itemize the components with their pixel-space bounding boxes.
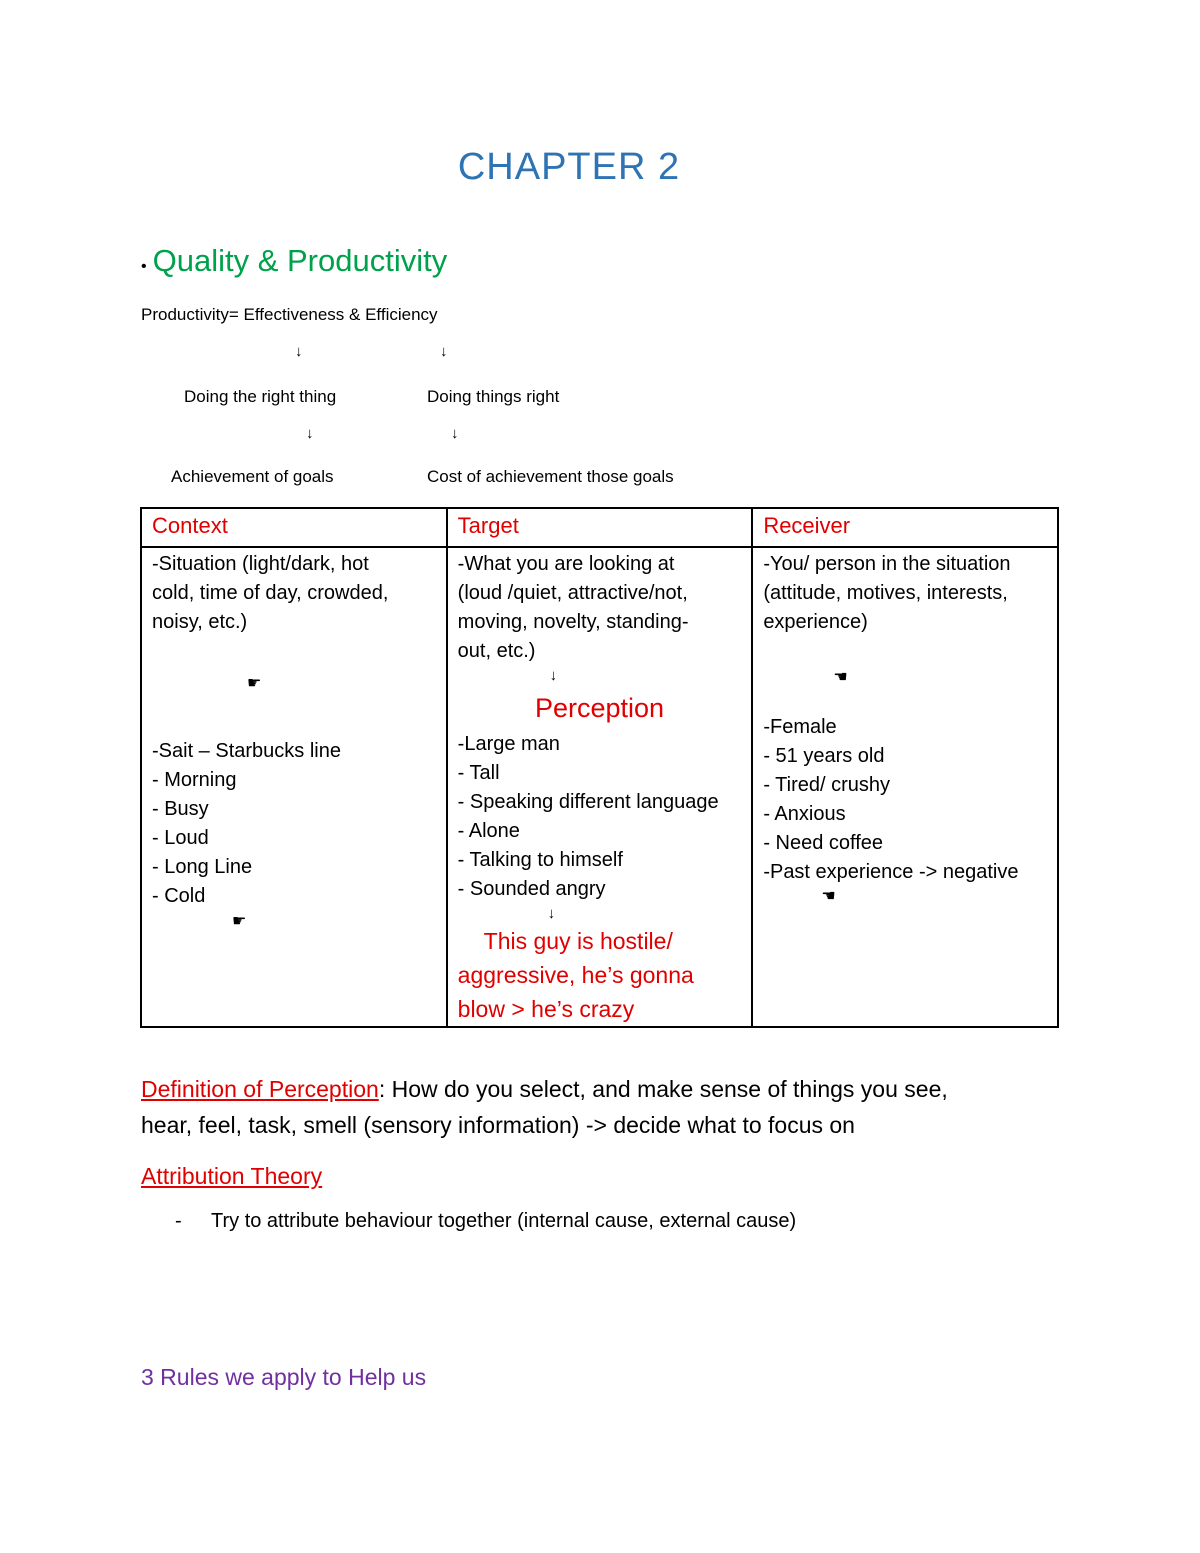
down-arrow-icon: ↓ xyxy=(295,343,303,360)
list-item: - Tall xyxy=(457,762,500,784)
chapter-title: CHAPTER 2 xyxy=(457,146,681,188)
hand-pointer-icon: ☛ xyxy=(247,675,262,692)
list-item: - Need coffee xyxy=(763,832,884,854)
receiver-cell xyxy=(752,547,1058,1027)
productivity-formula: Productivity= Effectiveness & Efficiency xyxy=(141,305,438,324)
definition-text: hear, feel, task, smell (sensory information) -> decide what to focus on xyxy=(141,1112,855,1138)
down-arrow-icon: ↓ xyxy=(549,667,558,684)
header-context: Context xyxy=(141,508,447,547)
dash-bullet: - xyxy=(175,1210,182,1232)
list-item: -Past experience -> negative xyxy=(763,861,1019,883)
target-intro-line: -What you are looking at xyxy=(457,553,675,575)
receiver-intro-line: (attitude, motives, interests, xyxy=(763,582,1008,604)
conclusion-line: aggressive, he’s gonna xyxy=(457,962,694,988)
definition-colon: : xyxy=(378,1076,386,1102)
perception-label: Perception xyxy=(534,693,665,723)
table-body-row xyxy=(141,547,1058,1027)
list-item: -Female xyxy=(763,716,837,738)
list-item: -Large man xyxy=(457,733,560,755)
list-item: - Speaking different language xyxy=(457,791,719,813)
receiver-intro-line: -You/ person in the situation xyxy=(763,553,1011,575)
definition-paragraph xyxy=(141,1071,948,1143)
efficiency-meaning: Doing things right xyxy=(427,387,560,406)
list-item: - Loud xyxy=(152,827,209,849)
down-arrow-icon: ↓ xyxy=(547,905,556,922)
table-header-row xyxy=(141,508,1058,547)
perception-table xyxy=(140,507,1059,1028)
definition-label: Definition of Perception xyxy=(141,1076,379,1102)
down-arrow-icon: ↓ xyxy=(451,425,459,442)
context-intro-line: -Situation (light/dark, hot xyxy=(152,553,369,575)
list-item: - Alone xyxy=(457,820,520,842)
conclusion-line: blow > he’s crazy xyxy=(457,996,635,1022)
bullet-icon: • xyxy=(141,258,147,275)
attribution-text: Try to attribute behaviour together (internal cause, external cause) xyxy=(211,1210,797,1232)
rules-heading: 3 Rules we apply to Help us xyxy=(141,1364,427,1390)
hand-pointer-icon: ☛ xyxy=(232,913,247,930)
target-intro-line: moving, novelty, standing- xyxy=(457,611,689,633)
header-target: Target xyxy=(447,508,753,547)
down-arrow-icon: ↓ xyxy=(440,343,448,360)
efficiency-result: Cost of achievement those goals xyxy=(427,467,674,486)
down-arrow-icon: ↓ xyxy=(306,425,314,442)
section-title-text: Quality & Productivity xyxy=(152,243,448,278)
hand-pointer-icon: ☚ xyxy=(821,888,836,905)
list-item: - Talking to himself xyxy=(457,849,623,871)
hand-pointer-icon: ☚ xyxy=(833,669,848,686)
list-item: - Tired/ crushy xyxy=(763,774,891,796)
header-receiver: Receiver xyxy=(752,508,1058,547)
definition-text: How do you select, and make sense of things you see, xyxy=(385,1076,948,1102)
list-item: - Anxious xyxy=(763,803,846,825)
list-item: - Morning xyxy=(152,769,237,791)
attribution-heading: Attribution Theory xyxy=(141,1163,323,1189)
context-intro-line: noisy, etc.) xyxy=(152,611,248,633)
context-intro-line: cold, time of day, crowded, xyxy=(152,582,389,604)
target-cell xyxy=(447,547,753,1027)
section-heading xyxy=(141,243,447,279)
effectiveness-result: Achievement of goals xyxy=(171,467,334,486)
target-intro-line: out, etc.) xyxy=(457,640,536,662)
list-item: - Sounded angry xyxy=(457,878,606,900)
list-item: - Cold xyxy=(152,885,206,907)
conclusion-line: This guy is hostile/ xyxy=(483,928,673,954)
list-item: -Sait – Starbucks line xyxy=(152,740,341,762)
receiver-intro-line: experience) xyxy=(763,611,868,633)
list-item: - 51 years old xyxy=(763,745,885,767)
attribution-bullet xyxy=(175,1210,796,1233)
list-item: - Busy xyxy=(152,798,209,820)
list-item: - Long Line xyxy=(152,856,253,878)
target-intro-line: (loud /quiet, attractive/not, xyxy=(457,582,688,604)
context-cell xyxy=(141,547,447,1027)
effectiveness-meaning: Doing the right thing xyxy=(184,387,337,406)
